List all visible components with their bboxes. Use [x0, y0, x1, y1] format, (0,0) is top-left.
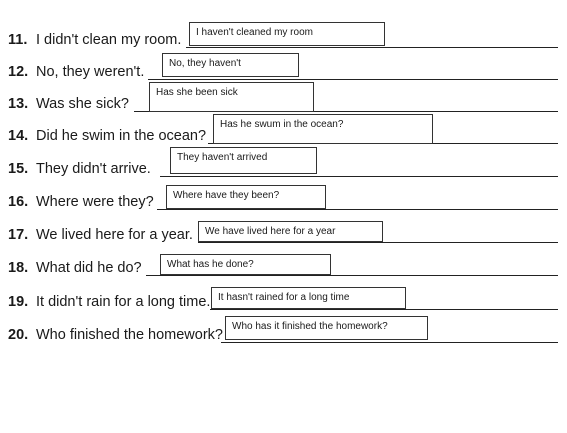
item-number: 14. — [8, 128, 29, 144]
item-question: Who finished the homework? — [36, 327, 223, 343]
answer-box[interactable]: Who has it finished the homework? — [225, 316, 428, 340]
answer-box[interactable]: What has he done? — [160, 254, 331, 275]
answer-box[interactable]: Where have they been? — [166, 185, 326, 209]
answer-line — [186, 47, 558, 48]
answer-box[interactable]: No, they haven't — [162, 53, 299, 77]
exercise-row — [0, 287, 567, 311]
item-question: They didn't arrive. — [36, 161, 151, 177]
item-number: 19. — [8, 294, 29, 310]
item-question: We lived here for a year. — [36, 227, 193, 243]
item-question: It didn't rain for a long time. — [36, 294, 211, 310]
item-number: 20. — [8, 327, 29, 343]
item-question: What did he do? — [36, 260, 142, 276]
item-number: 18. — [8, 260, 29, 276]
answer-box[interactable]: It hasn't rained for a long time — [211, 287, 406, 309]
exercise-row — [0, 253, 567, 277]
item-question: No, they weren't. — [36, 64, 145, 80]
item-number: 15. — [8, 161, 29, 177]
item-number: 11. — [8, 32, 28, 48]
item-number: 16. — [8, 194, 29, 210]
exercise-row — [0, 220, 567, 244]
item-question: Did he swim in the ocean? — [36, 128, 207, 144]
answer-box[interactable]: We have lived here for a year — [198, 221, 383, 242]
answer-line — [148, 79, 558, 80]
item-number: 17. — [8, 227, 29, 243]
answer-box[interactable]: Has he swum in the ocean? — [213, 114, 433, 144]
exercise-row — [0, 89, 567, 113]
answer-line — [160, 176, 558, 177]
answer-box[interactable]: Has she been sick — [149, 82, 314, 112]
item-question: Was she sick? — [36, 96, 129, 112]
item-question: I didn't clean my room. — [36, 32, 182, 48]
answer-line — [198, 242, 558, 243]
item-number: 12. — [8, 64, 29, 80]
exercise-row — [0, 154, 567, 178]
answer-line — [221, 342, 558, 343]
exercise-row — [0, 320, 567, 344]
item-question: Where were they? — [36, 194, 154, 210]
exercise-row — [0, 25, 567, 49]
exercise-row — [0, 121, 567, 145]
answer-box[interactable]: I haven't cleaned my room — [189, 22, 385, 46]
answer-line — [146, 275, 558, 276]
exercise-row — [0, 187, 567, 211]
answer-line — [157, 209, 558, 210]
item-number: 13. — [8, 96, 29, 112]
exercise-row — [0, 57, 567, 81]
answer-box[interactable]: They haven't arrived — [170, 147, 317, 174]
answer-line — [210, 309, 558, 310]
